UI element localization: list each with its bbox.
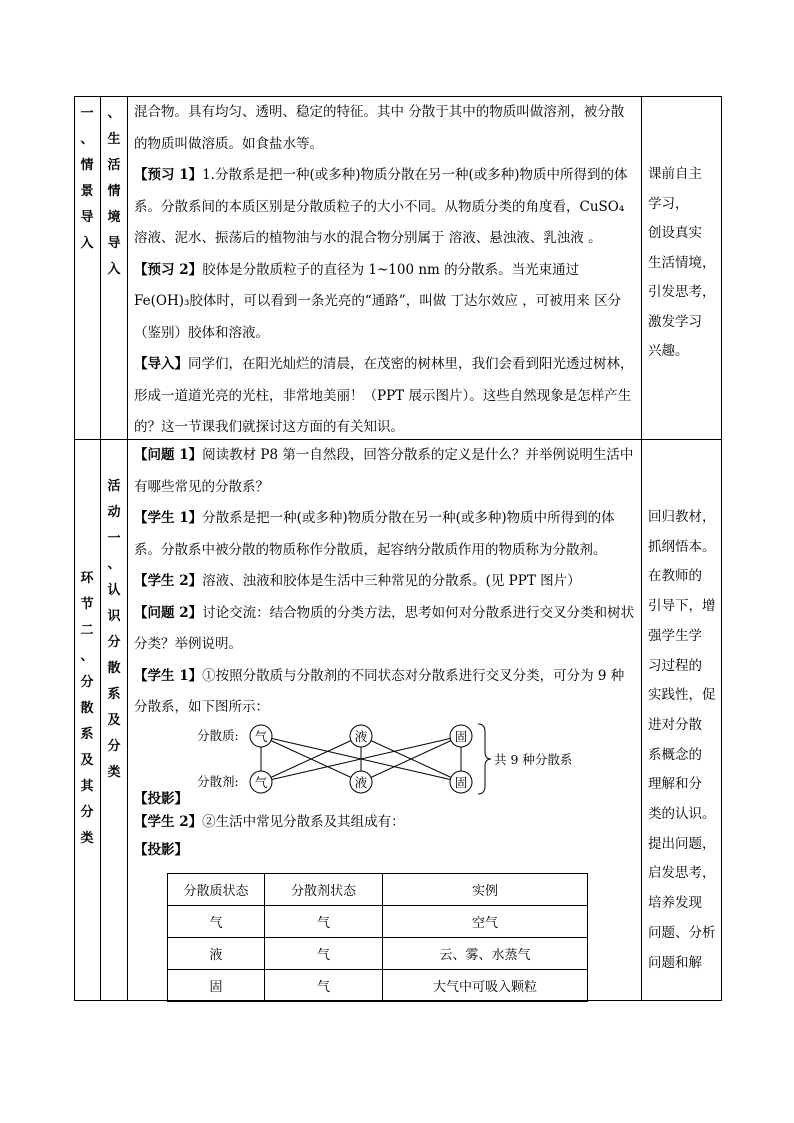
table-row: [168, 938, 588, 970]
table-cell: 云、雾、水蒸气: [383, 938, 588, 970]
question-2-paragraph: 【问题 2】讨论交流：结合物质的分类方法，思考如何对分散系进行交叉分类和树状分类？举例说明。: [134, 604, 635, 652]
preview-2-paragraph: 【预习 2】胶体是分散质粒子的直径为 1~100 nm 的分散系。当光束通过 Fe(OH)₃胶体时，可以看到一条光亮的“通路”，叫做 丁达尔效应 ，可被用来 区分（鉴别）胶体和溶液。: [134, 261, 622, 341]
bottom-node-gas-text: 气: [254, 775, 268, 790]
section1-activity-label: 、 生 活 情 境 导 入: [107, 106, 121, 277]
table-cell: 液: [168, 938, 265, 970]
top-node-solid-text: 固: [454, 729, 468, 744]
question-1-paragraph: 【问题 1】阅读教材 P8 第一自然段，回答分散系的定义是什么？并举例说明生活中有哪些常见的分散系？: [134, 447, 634, 495]
table-header-row: [168, 874, 588, 906]
table-cell: 固: [168, 970, 265, 1002]
table-cell: 气: [265, 938, 383, 970]
col-divider-3: [641, 96, 642, 1001]
col-divider-2: [127, 96, 128, 1001]
section2-design-note: 回归教材， 抓纲悟本。 在教师的 引导下，增 强学生学 习过程的 实践性，促 进对分散 系概念的 理解和分 类的认识。 提出问题， 启发思考， 培养发现 问题、分析 问题和解: [648, 509, 716, 971]
dispersed-phase-label: 分散质:: [197, 728, 239, 743]
intro-paragraph: 混合物。具有均匀、透明、稳定的特征。其中 分散于其中的物质叫做溶剂，被分散的物质叫做溶质。如食盐水等。: [134, 104, 625, 152]
cross-classification-diagram: [195, 718, 590, 800]
lead-in-paragraph: 【导入】同学们，在阳光灿烂的清晨，在茂密的树林里，我们会看到阳光透过树林，形成一道道光亮的光柱，非常地美丽！（PPT 展示图片）。这些自然现象是怎样产生的？这一节课我们就探讨这方面的有关知识。: [134, 356, 634, 435]
table-cell: 大气中可吸入颗粒: [383, 970, 588, 1002]
projection-label-1: 【投影】: [134, 791, 188, 807]
section1-content: [134, 97, 636, 444]
header-medium-state: 分散剂状态: [265, 874, 383, 906]
nine-systems-label: 共 9 种分散系: [494, 752, 573, 767]
student-1b-paragraph: 【学生 1】①按照分散质与分散剂的不同状态对分散系进行交叉分类，可分为 9 种分散系，如下图所示：: [134, 667, 625, 715]
bottom-node-solid-text: 固: [454, 775, 468, 790]
table-cell: 气: [265, 970, 383, 1002]
section2-stage-label: 环 节 二 、 分 散 系 及 其 分 类: [80, 571, 94, 846]
student-1-paragraph: 【学生 1】分散系是把一种(或多种)物质分散在另一种(或多种)物质中所得到的体系。分散系中被分散的物质称作分散质，起容纳分散质作用的物质称为分散剂。: [134, 510, 615, 558]
dispersion-examples-table: [167, 873, 588, 1002]
section2-content: [134, 440, 636, 724]
table-row: [168, 906, 588, 938]
student-2-paragraph: 【学生 2】溶液、浊液和胶体是生活中三种常见的分散系。(见 PPT 图片）: [134, 573, 581, 589]
dispersion-medium-label: 分散剂:: [197, 774, 239, 789]
header-example: 实例: [383, 874, 588, 906]
table-cell: 气: [265, 906, 383, 938]
section1-stage-label: 一 、 情 景 导 入: [80, 106, 94, 251]
table-cell: 气: [168, 906, 265, 938]
header-dispersed-state: 分散质状态: [168, 874, 265, 906]
bottom-node-liquid-text: 液: [354, 775, 368, 790]
top-node-liquid-text: 液: [354, 729, 368, 744]
table-row: [168, 970, 588, 1002]
student-2b-paragraph: 【学生 2】②生活中常见分散系及其组成有：: [134, 814, 405, 830]
table-cell: 空气: [383, 906, 588, 938]
table-right-border: [721, 96, 722, 1001]
preview-1-paragraph: 【预习 1】1.分散系是把一种(或多种)物质分散在另一种(或多种)物质中所得到的体系。分散系间的本质区别是分散质粒子的大小不同。从物质分类的角度看，CuSO₄溶液、泥水、振荡后的植物油与水的混合物分别属于 溶液、悬浊液、乳浊液 。: [134, 167, 628, 246]
top-node-gas-text: 气: [254, 729, 268, 744]
section1-design-note: 课前自主 学习， 创设真实 生活情境， 引发思考， 激发学习 兴趣。: [648, 166, 716, 359]
section2-activity-label: 活 动 一 、 认 识 分 散 系 及 分 类: [107, 479, 121, 780]
projection-label-2: 【投影】: [134, 842, 188, 858]
